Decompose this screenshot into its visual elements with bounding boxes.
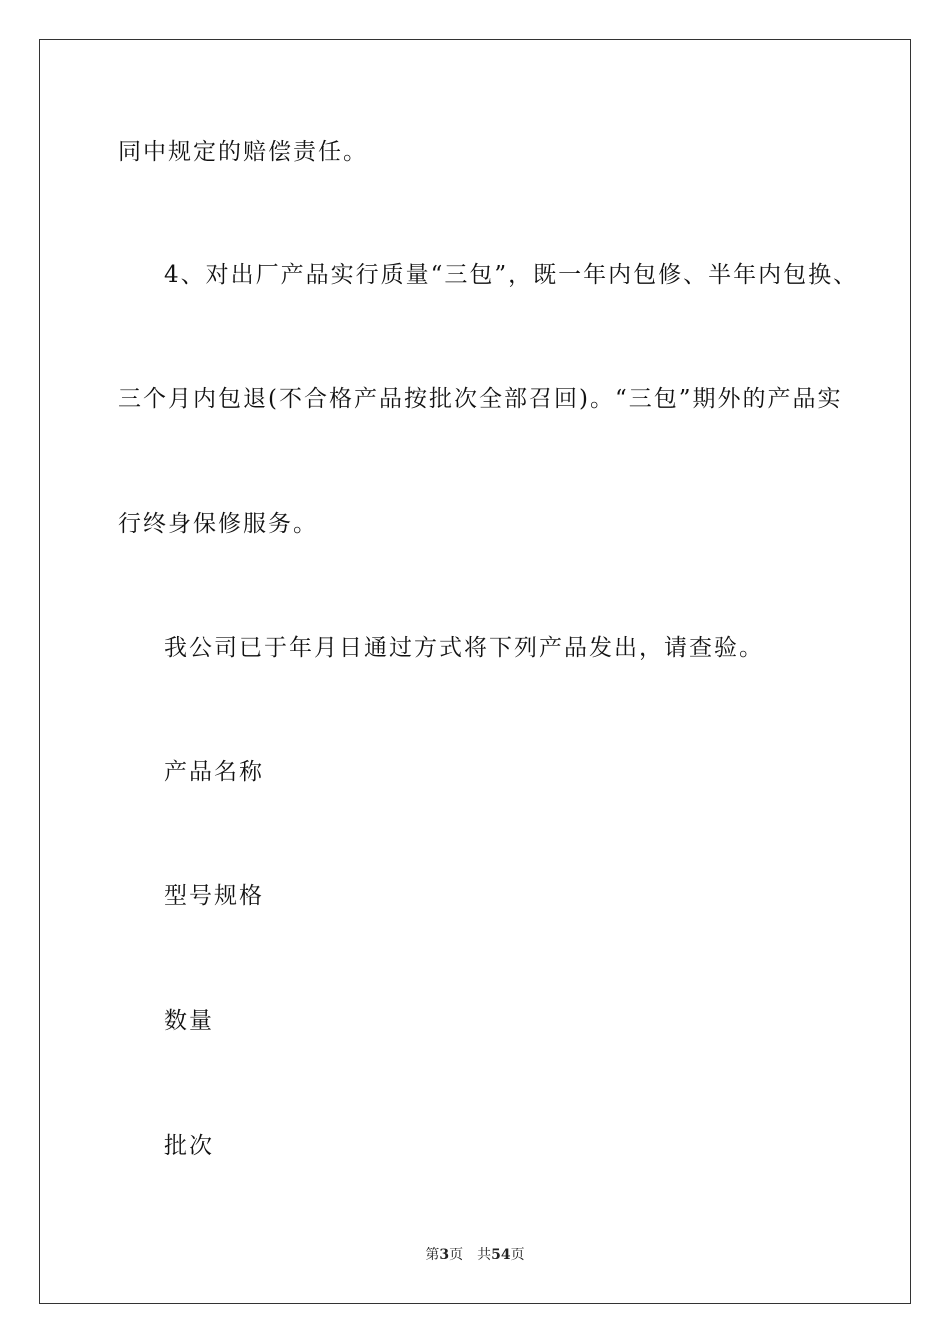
total-pages: 54 bbox=[491, 1247, 511, 1263]
total-prefix: 共 bbox=[477, 1247, 492, 1263]
page-footer bbox=[0, 1245, 950, 1265]
paragraph-line-5: 我公司已于年月日通过方式将下列产品发出，请查验。 bbox=[164, 635, 764, 661]
page-prefix: 第 bbox=[425, 1247, 440, 1263]
page-suffix: 页 bbox=[449, 1247, 464, 1263]
paragraph-line-2: 4、对出厂产品实行质量“三包”，既一年内包修、半年内包换、 bbox=[164, 262, 859, 288]
page-number: 3 bbox=[439, 1247, 450, 1263]
total-suffix: 页 bbox=[510, 1247, 525, 1263]
field-label-model-spec: 型号规格 bbox=[164, 883, 264, 909]
page-border bbox=[39, 39, 911, 1304]
field-label-quantity: 数量 bbox=[164, 1008, 214, 1034]
paragraph-line-1: 同中规定的赔偿责任。 bbox=[118, 139, 368, 165]
field-label-batch: 批次 bbox=[164, 1133, 214, 1159]
paragraph-line-3: 三个月内包退(不合格产品按批次全部召回)。“三包”期外的产品实 bbox=[118, 386, 843, 412]
field-label-product-name: 产品名称 bbox=[164, 759, 264, 785]
paragraph-line-4: 行终身保修服务。 bbox=[118, 511, 318, 537]
